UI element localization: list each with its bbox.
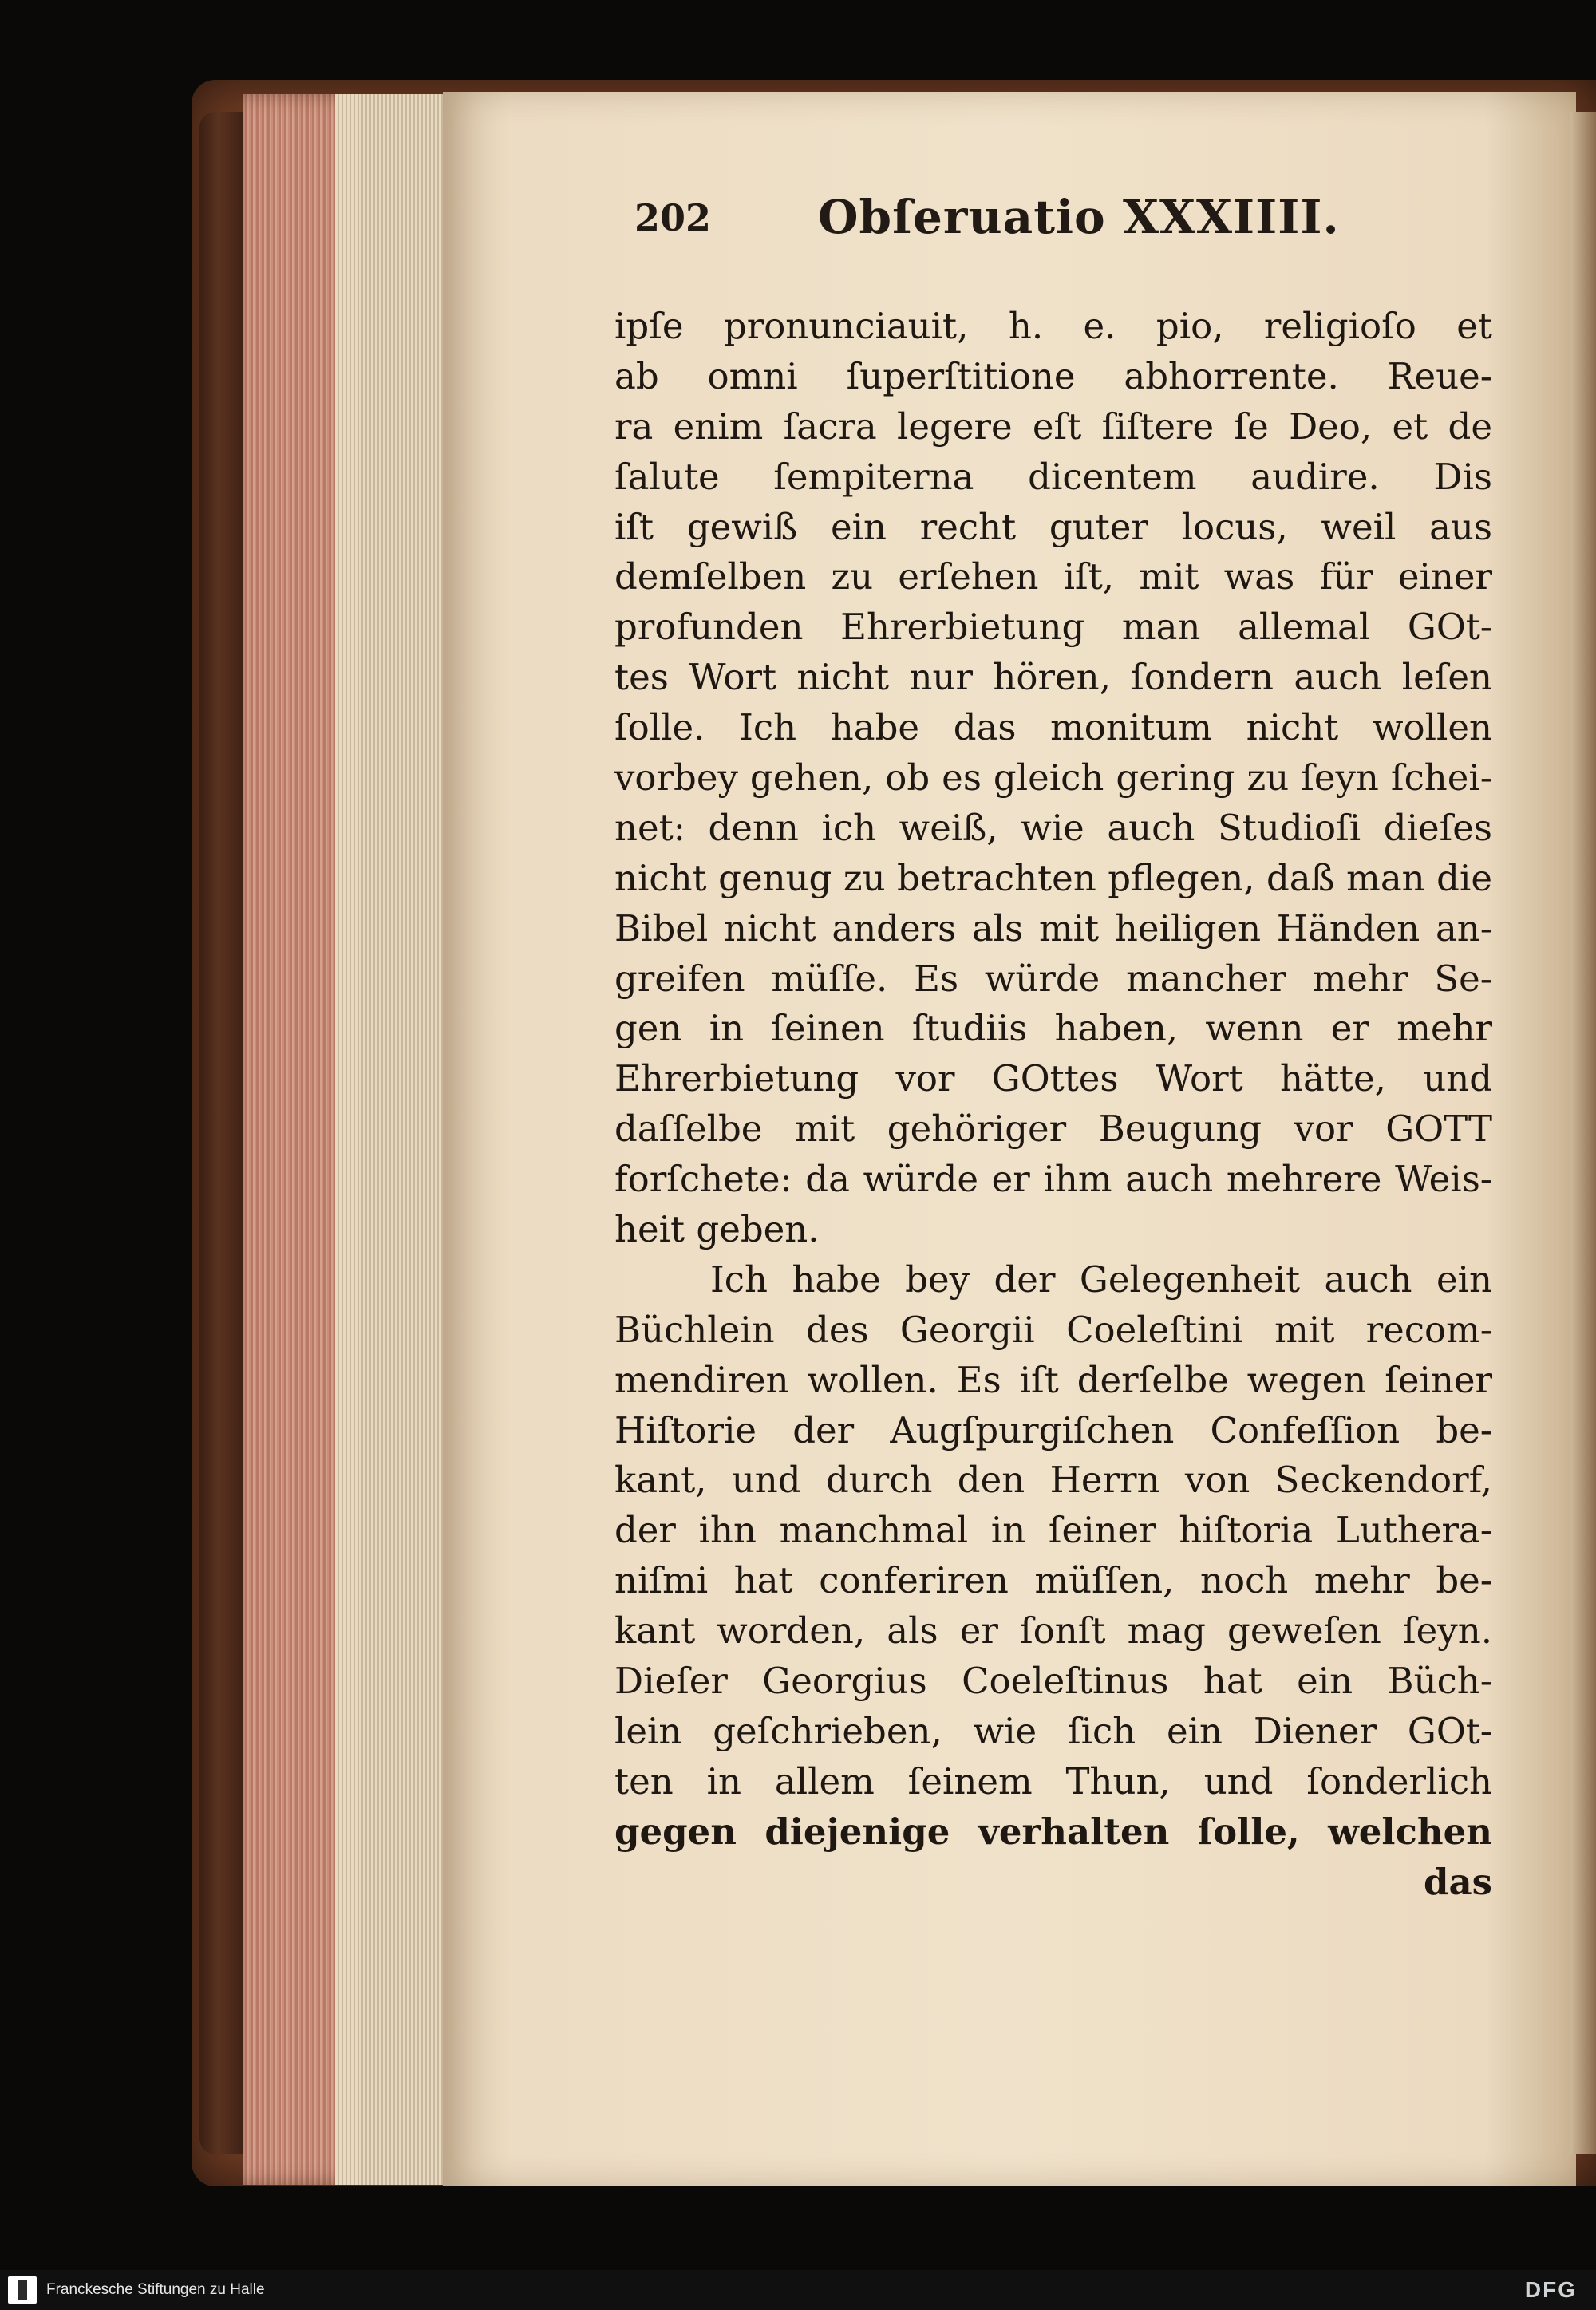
text-line: net: denn ich weiß, wie auch Studioſi dieſes [614,806,1492,849]
page-stack [335,94,447,2185]
text-line: gen in ſeinen ſtudiis haben, wenn er mehr [614,1007,1492,1050]
text-line: Büchlein des Georgii Coeleſtini mit recom- [614,1308,1492,1351]
institution-name[interactable]: Franckesche Stiftungen zu Halle [46,2281,265,2298]
text-line: Hiſtorie der Augſpurgiſchen Confeſſion be- [614,1408,1492,1451]
dfg-logo: DFG [1524,2277,1577,2302]
viewer-footer [0,2270,1596,2310]
text-line: tes Wort nicht nur hören, ſondern auch leſen [614,656,1492,699]
text-line: Dieſer Georgius Coeleſtinus hat ein Büch- [614,1660,1492,1703]
text-line: niſmi hat conferiren müſſen, noch mehr be- [614,1559,1492,1602]
text-line: ſolle. Ich habe das monitum nicht wollen [614,706,1492,749]
text-line: greifen müſſe. Es würde mancher mehr Se- [614,957,1492,1000]
text-line: iſt gewiß ein recht guter locus, weil aus [614,505,1492,548]
text-line: kant worden, als er ſonſt mag geweſen ſeyn. [614,1609,1492,1653]
text-line: daſſelbe mit gehöriger Beugung vor GOTT [614,1108,1492,1151]
paragraph-start-line: Ich habe bey der Gelegenheit auch ein [710,1258,1492,1301]
text-line: profunden Ehrerbietung man allemal GOt- [614,606,1492,649]
text-line: Bibel nicht anders als mit heiligen Händen an- [614,906,1492,950]
text-line: kant, und durch den Herrn von Seckendorf, [614,1459,1492,1502]
text-line: ab omni ſuperſtitione abhorrente. Reue- [614,354,1492,397]
text-line: ra enim ſacra legere eſt ſiſtere ſe Deo, et de [614,405,1492,448]
paragraph-end-line: heit geben. [614,1208,820,1251]
catchword: das [1424,1860,1492,1903]
text-line: mendiren wollen. Es iſt derſelbe wegen ſeiner [614,1358,1492,1401]
text-line: nicht genug zu betrachten pflegen, daß man die [614,856,1492,899]
right-page-edge [1570,112,1596,2154]
text-line: ſalute ſempiterna dicentem audire. Dis [614,455,1492,498]
text-line: vorbey gehen, ob es gleich gering zu ſeyn ſchei- [614,756,1492,800]
book-spine [200,112,247,2154]
body-text [614,302,1492,1908]
page-header [634,190,1512,254]
page-number: 202 [634,196,712,239]
text-line: lein geſchrieben, wie ſich ein Diener GOt- [614,1709,1492,1752]
text-line: demſelben zu erſehen iſt, mit was für einer [614,555,1492,598]
text-line: der ihn manchmal in ſeiner hiſtoria Luthera- [614,1509,1492,1552]
institution-logo-icon [8,2276,37,2304]
text-line: forſchete: da würde er ihm auch mehrere Weis- [614,1158,1492,1201]
text-line: Ehrerbietung vor GOttes Wort hätte, und [614,1057,1492,1100]
running-title: Obſeruatio XXXIIII. [818,190,1340,244]
text-line: ten in allem ſeinem Thun, und ſonderlich [614,1759,1492,1803]
text-line: gegen diejenige verhalten ſolle, welchen [614,1810,1492,1853]
text-line: ipſe pronunciauit, h. e. pio, religioſo et [614,305,1492,347]
